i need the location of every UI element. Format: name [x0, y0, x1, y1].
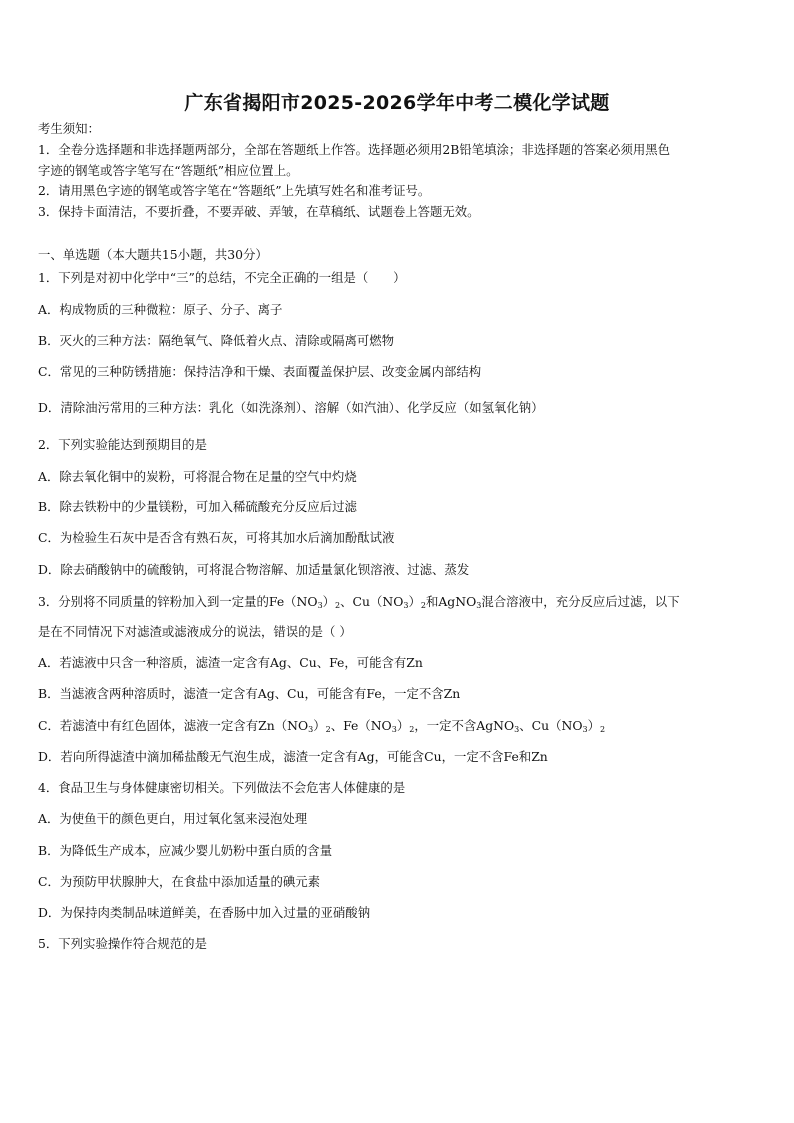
question-1-option-c: C．常见的三种防锈措施：保持洁净和干燥、表面覆盖保护层、改变金属内部结构: [38, 364, 482, 379]
notice-item-1-line-1: 1．全卷分选择题和非选择题两部分，全部在答题纸上作答。选择题必须用2B铅笔填涂；非选择题的答案必须用黑色: [38, 142, 671, 157]
question-5-stem: 5．下列实验操作符合规范的是: [38, 936, 207, 951]
question-3-option-b: B．当滤液含两种溶质时，滤渣一定含有Ag、Cu，可能含有Fe，一定不含Zn: [38, 686, 461, 701]
question-2-stem: 2．下列实验能达到预期目的是: [38, 437, 207, 452]
question-3-stem-line-1: 3．分别将不同质量的锌粉加入到一定量的$Fe(NO_3)_2$、$Cu(NO_3)_2$和AgNO$_3$混合溶液中，充分反应后过滤，以下: [38, 594, 680, 610]
question-2-option-a: A．除去氧化铜中的炭粉，可将混合物在足量的空气中灼烧: [38, 469, 357, 484]
question-4-option-b: B．为降低生产成本，应减少婴儿奶粉中蛋白质的含量: [38, 843, 333, 858]
question-3-option-c: C．若滤渣中有红色固体，滤液一定含有$Zn(NO_3)_2$、$Fe(NO_3)_2$，一定不含AgNO$_3$、$Cu(NO_3)_2$: [38, 718, 606, 734]
question-1-option-b: B．灭火的三种方法：隔绝氧气、降低着火点、清除或隔离可燃物: [38, 333, 395, 348]
question-4-option-a: A．为使鱼干的颜色更白，用过氧化氢来浸泡处理: [38, 811, 308, 826]
exam-title: 广东省揭阳市2025-2026学年中考二模化学试题: [184, 92, 610, 114]
question-4-option-d: D．为保持肉类制品味道鲜美，在香肠中加入过量的亚硝酸钠: [38, 905, 371, 920]
question-1-stem: 1．下列是对初中化学中“三”的总结，不完全正确的一组是（ ）: [38, 270, 406, 285]
question-3-stem-line-2: 是在不同情况下对滤渣或滤液成分的说法，错误的是（ ）: [38, 624, 352, 639]
notice-item-1-line-2: 字迹的钢笔或答字笔写在“答题纸”相应位置上。: [38, 163, 299, 178]
notice-item-2: 2．请用黑色字迹的钢笔或答字笔在“答题纸”上先填写姓名和准考证号。: [38, 183, 431, 198]
question-3-option-a: A．若滤液中只含一种溶质，滤渣一定含有Ag、Cu、Fe，可能含有Zn: [38, 655, 423, 670]
section-heading: 一、单选题（本大题共15小题，共30分）: [38, 247, 268, 262]
question-4-stem: 4．食品卫生与身体健康密切相关。下列做法不会危害人体健康的是: [38, 780, 406, 795]
question-2-option-c: C．为检验生石灰中是否含有熟石灰，可将其加水后滴加酚酞试液: [38, 530, 395, 545]
notice-heading: 考生须知：: [38, 121, 100, 136]
question-2-option-b: B．除去铁粉中的少量镁粉，可加入稀硫酸充分反应后过滤: [38, 499, 357, 514]
question-2-option-d: D．除去硝酸钠中的硫酸钠，可将混合物溶解、加适量氯化钡溶液、过滤、蒸发: [38, 562, 470, 577]
question-1-option-d: D．清除油污常用的三种方法：乳化（如洗涤剂）、溶解（如汽油）、化学反应（如氢氧化钠）: [38, 400, 544, 415]
question-1-option-a: A．构成物质的三种微粒：原子、分子、离子: [38, 302, 283, 317]
question-4-option-c: C．为预防甲状腺肿大，在食盐中添加适量的碘元素: [38, 874, 321, 889]
notice-item-3: 3．保持卡面清洁，不要折叠，不要弄破、弄皱，在草稿纸、试题卷上答题无效。: [38, 204, 480, 219]
question-3-option-d: D．若向所得滤渣中滴加稀盐酸无气泡生成，滤渣一定含有Ag，可能含Cu，一定不含Fe和Zn: [38, 749, 548, 764]
